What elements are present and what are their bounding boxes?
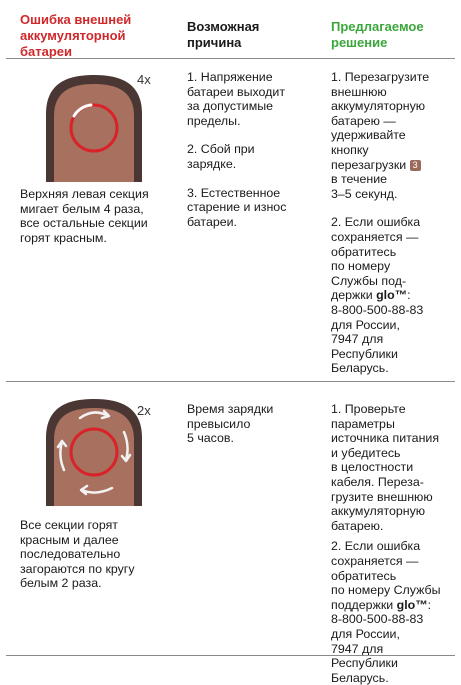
header-solution: Предлагаемое решение: [331, 19, 424, 50]
blink-count: 4x: [137, 72, 151, 87]
header-error: Ошибка внешней аккумуляторной батареи: [20, 12, 132, 59]
battery-device-circular-sequence-icon: [44, 396, 144, 506]
bottom-divider: [6, 655, 455, 656]
row-divider: [6, 381, 455, 382]
row2-causes: Время зарядки превысило 5 часов.: [187, 402, 274, 446]
brand-name: glo™: [376, 288, 408, 303]
header-cause: Возможная причина: [187, 19, 260, 50]
brand-name: glo™: [396, 597, 428, 612]
reset-button-badge: 3: [410, 160, 421, 171]
sequence-count: 2x: [137, 403, 151, 418]
row1-solution: 1. Перезагрузите внешнюю аккумуляторную батарею — удерживайте кнопку перезагрузки 3 в течение 3–5 секунд. 2. Если ошибка сохраняется — обратитесь по номеру Службы под- держки glo™: 8-800-500-88-83 для России, 7947 для Республики Беларусь.: [331, 70, 430, 376]
header-divider: [6, 58, 455, 59]
row2-description: Все секции горят красным и далее последовательно загораются по кругу белым 2 раза.: [20, 518, 135, 591]
row1-description: Верхняя левая секция мигает белым 4 раза, все остальные секции горят красным.: [20, 187, 149, 245]
row1-causes: 1. Напряжение батареи выходит за допустимые пределы. 2. Сбой при зарядке. 3. Естественное старение и износ батареи.: [187, 70, 287, 229]
row2-solution: 1. Проверьте параметры источника питания и убедитесь в целостности кабеля. Переза- грузите внешнюю аккумуляторную батарею. 2. Если ошибка сохраняется — обратитесь по номеру Службы поддержки glo™: 8-800-500-88-83 для России, 7947 для Республики Беларусь.: [331, 402, 441, 685]
battery-device-top-left-blink-icon: [44, 72, 144, 182]
